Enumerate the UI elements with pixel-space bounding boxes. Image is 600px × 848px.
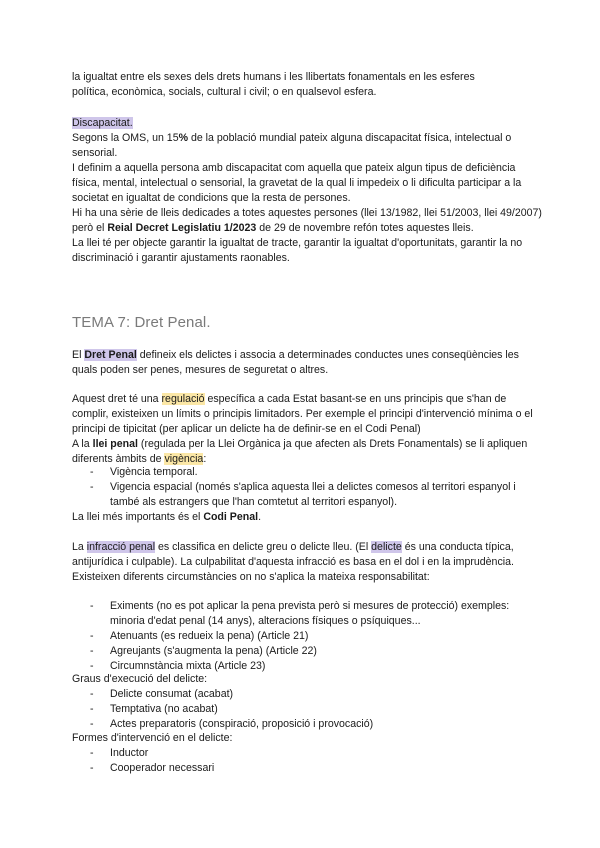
circumstancies-intro: Existeixen diferents circumstàncies on no s'aplica la mateixa responsabilitat:	[72, 571, 430, 583]
term-vigencia: vigència	[164, 453, 204, 465]
list-item: - Circumnstància mixta (Article 23)	[88, 659, 542, 674]
llei-pre: A la	[72, 438, 93, 450]
laws-text-pre: Hi ha una sèrie de lleis dedicades a totes aquestes persones (llei 13/1982, llei 51/2003, llei 49/2007) però el	[72, 207, 542, 234]
codi-pre: La llei més importants és el	[72, 511, 204, 523]
definition-post: defineix els delictes i associa a determinades conductes unes conseqüències les quals poden ser penes, mesures de seguretat o altres.	[72, 349, 519, 376]
regulation-post: específica a cada Estat basant-se en uns principis que s'han de complir, existeixen un límits o principis limitadors. Per exemple el principi d'intervenció mínima o el principi de tipicitat (per aplicar un delicte ha de definir-se en el Codi Penal)	[72, 393, 533, 435]
list-item: - Actes preparatoris (conspiració, proposició i provocació)	[88, 717, 542, 732]
intro-paragraph	[72, 70, 542, 100]
disability-definition: I definim a aquella persona amb discapacitat com aquella que pateix algun tipus de deficiència física, mental, intelectual o sensorial, la gravetat de la qual li impedeix o li dificulta participar a la societat en igualtat de condicions que la resta de persones.	[72, 162, 522, 204]
disability-title: Discapacitat.	[72, 117, 133, 129]
disability-section	[72, 116, 542, 266]
oms-text-post: de la població mundial pateix alguna discapacitat física, intelectual o sensorial.	[72, 132, 512, 159]
llei-post: :	[203, 453, 207, 465]
penal-law-definition	[72, 348, 542, 378]
list-item: - Agreujants (s'augmenta la pena) (Article 22)	[88, 644, 542, 659]
codi-penal-line	[72, 510, 542, 525]
term-infraccio-penal: infracció penal	[86, 541, 156, 553]
law-objective: La llei té per objecte garantir la igualtat de tracte, garantir la igualtat d'oportunitats, garantir la no discriminació i garantir ajustaments raonables.	[72, 237, 523, 264]
term-llei-penal: llei penal	[92, 438, 138, 450]
intro-line-2: política, econòmica, socials, cultural i civil; o en qualsevol esfera.	[72, 86, 377, 98]
section-heading: TEMA 7: Dret Penal.	[72, 314, 211, 331]
codi-post: .	[258, 511, 262, 523]
term-regulacio: regulació	[161, 393, 205, 405]
term-codi-penal: Codi Penal	[203, 511, 259, 523]
list-item: - Atenuants (es redueix la pena) (Article 21)	[88, 629, 542, 644]
llei-mid: (regulada per la Llei Orgànica ja que afecten als Drets Fonamentals) se li apliquen diferents àmbits de	[72, 438, 528, 465]
infraccio-pre: La	[72, 541, 87, 553]
regulation-pre: Aquest dret té una	[72, 393, 162, 405]
regulation-paragraph	[72, 392, 542, 467]
circumstancies-list	[88, 599, 542, 674]
laws-decree: Reial Decret Legislatiu 1/2023	[107, 222, 257, 234]
formes-list	[88, 746, 542, 776]
intro-line-1: la igualtat entre els sexes dels drets humans i les llibertats fonamentals en les esferes	[72, 71, 475, 83]
list-item: - Vigència temporal.	[88, 465, 542, 480]
formes-intro: Formes d'intervenció en el delicte:	[72, 732, 233, 744]
list-item: - Cooperador necessari	[88, 761, 542, 776]
oms-text-pre: Segons la OMS, un 15	[72, 132, 179, 144]
definition-pre: El	[72, 349, 85, 361]
list-item: - Inductor	[88, 746, 542, 761]
laws-text-post: de 29 de novembre refón totes aquestes lleis.	[256, 222, 474, 234]
oms-percent: %	[178, 132, 189, 144]
infraccio-paragraph	[72, 540, 542, 585]
list-item: - Eximents (no es pot aplicar la pena prevista però si mesures de protecció) exemples: minoria d'edat penal (14 anys), alteracions físiques o psíquiques...	[88, 599, 542, 629]
vigencia-list	[88, 465, 542, 510]
list-item: - Vigencia espacial (només s'aplica aquesta llei a delictes comesos al territori espanyol i també als estrangers que l'han comtetut al territori espanyol).	[88, 480, 542, 510]
term-dret-penal: Dret Penal	[84, 349, 137, 361]
graus-intro: Graus d'execució del delicte:	[72, 673, 208, 685]
list-item: - Temptativa (no acabat)	[88, 702, 542, 717]
infraccio-mid: es classifica en delicte greu o delicte lleu. (El	[155, 541, 372, 553]
graus-list	[88, 687, 542, 732]
list-item: - Delicte consumat (acabat)	[88, 687, 542, 702]
infraccio-post: és una conducta típica, antijurídica i culpable). La culpabilitat d'aquesta infracció es basa en el dol i en la imprudència.	[72, 541, 514, 568]
term-delicte: delicte	[371, 541, 402, 553]
